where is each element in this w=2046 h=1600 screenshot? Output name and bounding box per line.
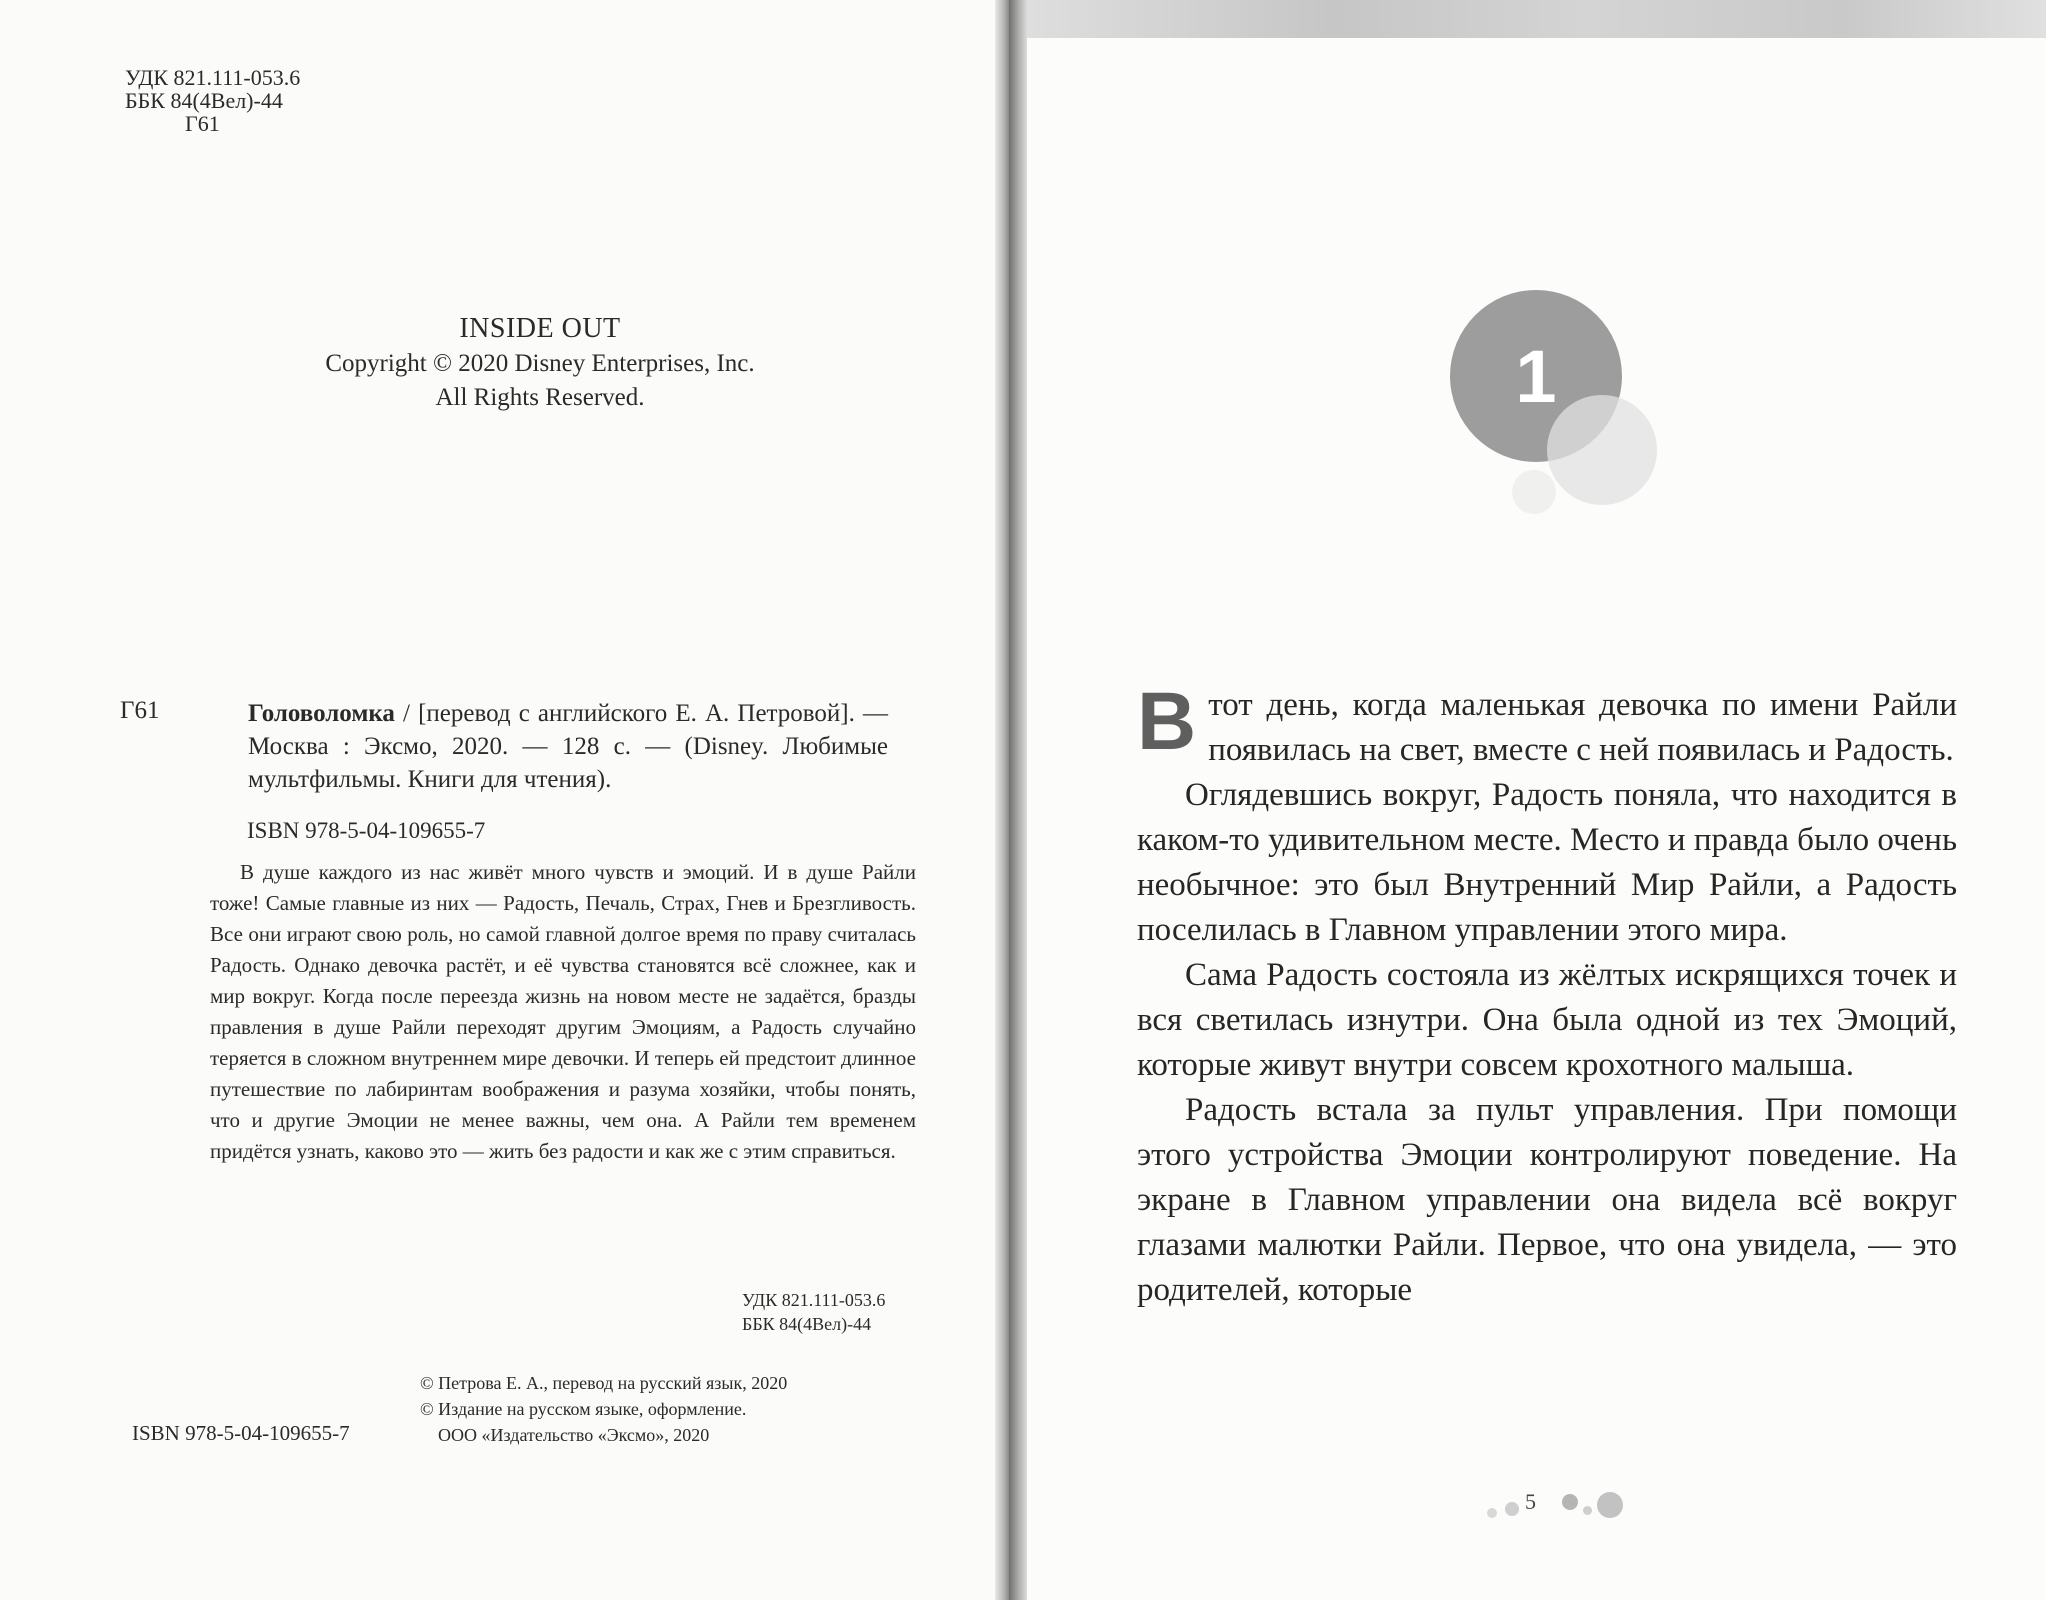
dot-decoration-icon xyxy=(1505,1502,1519,1516)
page-number: 5 xyxy=(1525,1489,1536,1514)
drop-cap: В xyxy=(1137,676,1197,767)
biblio-description xyxy=(248,697,888,796)
edition-copyright: © Издание на русском языке, оформление. xyxy=(420,1399,747,1419)
paragraph: Оглядевшись вокруг, Радость поняла, что находится в каком-то удивительном месте. Место и правда было очень необычное: это был Внутренний Мир Райли, а Радость поселилась в Главном управлении этого мира. xyxy=(1137,777,1957,948)
copyright-notices xyxy=(420,1370,787,1448)
annotation xyxy=(210,857,916,1167)
dot-decoration-icon xyxy=(1583,1506,1592,1515)
paragraph-text: тот день, когда маленькая девочка по имени Райли появилась на свет, вместе с ней появилась и Радость. xyxy=(1208,687,1957,768)
udk-right-block xyxy=(742,1288,885,1336)
translation-copyright: © Петрова Е. А., перевод на русский язык, 2020 xyxy=(420,1373,788,1393)
udk-right: УДК 821.111-053.6 xyxy=(742,1290,886,1310)
biblio-code: Г61 xyxy=(120,697,160,724)
udk-block xyxy=(125,66,300,135)
dot-decoration-icon xyxy=(1487,1508,1497,1518)
chapter-number: 1 xyxy=(1515,334,1557,418)
gutter-shadow-left xyxy=(995,0,1009,1600)
author-mark: Г61 xyxy=(185,111,220,136)
book-title: Головоломка xyxy=(248,700,395,727)
annotation-text: В душе каждого из нас живёт много чувств и эмоций. И в душе Райли тоже! Самые главные из них — Радость, Печаль, Страх, Гнев и Брезгливость. Все они играют свою роль, но самой главной долгое время по праву считалась Радость. Однако девочка растёт, и её чувства становятся всё сложнее, как и мир вокруг. Когда после переезда жизнь на новом месте не задаётся, бразды правления в душе Райли переходят другим Эмоциям, а Радость случайно теряется в сложном внутреннем мире девочки. И теперь ей предстоит длинное путешествие по лабиринтам воображения и разума хозяйки, чтобы понять, что и другие Эмоции не менее важны, чем она. А Райли тем временем придётся узнать, каково это — жить без радости и как же с этим справиться. xyxy=(210,860,916,1163)
isbn-inline: ISBN 978-5-04-109655-7 xyxy=(247,818,486,843)
dot-decoration-icon xyxy=(1562,1494,1578,1510)
dot-decoration-icon xyxy=(1597,1492,1623,1518)
paragraph: Радость встала за пульт управления. При помощи этого устройства Эмоции контролируют поведение. На экране в Главном управлении она видела всё вокруг глазами малютки Райли. Первое, что она увидела, — это родителей, которые xyxy=(1137,1092,1957,1308)
copyright-line: Copyright © 2020 Disney Enterprises, Inc. xyxy=(325,350,755,377)
gutter-shadow-right xyxy=(1009,0,1027,1600)
small-bubble-decoration-icon xyxy=(1512,470,1556,514)
chapter-badge xyxy=(1027,0,2046,560)
right-page xyxy=(1027,0,2046,1600)
publisher-copyright: ООО «Издательство «Эксмо», 2020 xyxy=(438,1425,710,1445)
left-page xyxy=(0,0,1004,1600)
rights-line: All Rights Reserved. xyxy=(435,384,645,411)
page-footer xyxy=(1027,1480,2046,1540)
copyright-block xyxy=(180,312,900,414)
chapter-text xyxy=(1137,676,1957,1313)
bbk-right: ББК 84(4Вел)-44 xyxy=(742,1314,872,1334)
original-title: INSIDE OUT xyxy=(459,313,621,344)
isbn-bottom: ISBN 978-5-04-109655-7 xyxy=(132,1421,350,1445)
paragraph: Сама Радость состояла из жёлтых искрящихся точек и вся светилась изнутри. Она была одной из тех Эмоций, которые живут внутри совсем крохотного малыша. xyxy=(1137,957,1957,1083)
bbk-code: ББК 84(4Вел)-44 xyxy=(125,88,283,113)
udk-code: УДК 821.111-053.6 xyxy=(125,65,301,90)
paragraph xyxy=(1137,676,1957,773)
biblio-details: / [перевод с английского Е. А. Петровой]. — Москва : Эксмо, 2020. — 128 с. — (Disney. Любимые мультфильмы. Книги для чтения). xyxy=(248,700,888,793)
